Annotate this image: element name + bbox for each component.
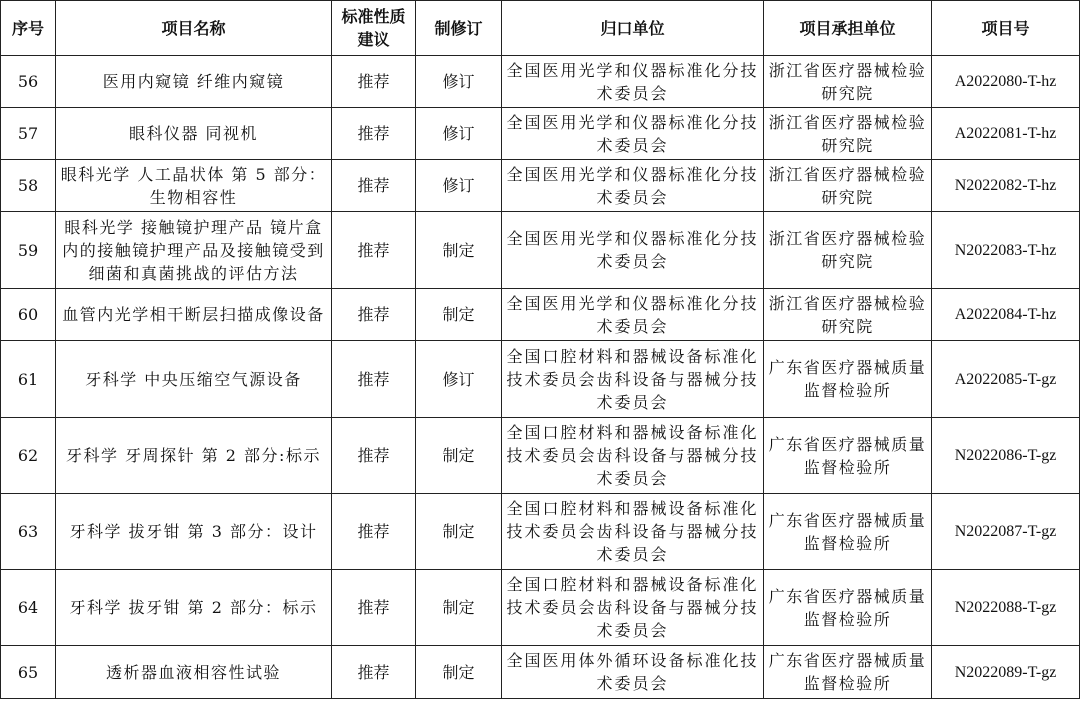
cell-seq: 56 (1, 56, 56, 108)
cell-seq: 63 (1, 494, 56, 570)
cell-dept: 全国医用光学和仪器标准化分技术委员会 (502, 212, 764, 289)
cell-dept: 全国医用光学和仪器标准化分技术委员会 (502, 289, 764, 341)
cell-name: 血管内光学相干断层扫描成像设备 (56, 289, 332, 341)
cell-seq: 65 (1, 646, 56, 699)
cell-name: 透析器血液相容性试验 (56, 646, 332, 699)
table-row (1, 212, 1080, 289)
table-body (1, 56, 1080, 699)
cell-code: N2022087-T-gz (932, 494, 1080, 570)
cell-dept: 全国口腔材料和器械设备标准化技术委员会齿科设备与器械分技术委员会 (502, 341, 764, 418)
cell-unit: 广东省医疗器械质量监督检验所 (764, 418, 932, 494)
cell-seq: 61 (1, 341, 56, 418)
cell-name: 牙科学 拔牙钳 第 3 部分：设计 (56, 494, 332, 570)
header-action: 制修订 (416, 1, 502, 56)
header-seq: 序号 (1, 1, 56, 56)
cell-type: 推荐 (332, 108, 416, 160)
cell-unit: 浙江省医疗器械检验研究院 (764, 289, 932, 341)
cell-seq: 59 (1, 212, 56, 289)
table-row (1, 289, 1080, 341)
header-type: 标准性质建议 (332, 1, 416, 56)
cell-dept: 全国医用光学和仪器标准化分技术委员会 (502, 160, 764, 212)
cell-action: 制定 (416, 418, 502, 494)
header-name: 项目名称 (56, 1, 332, 56)
cell-type: 推荐 (332, 570, 416, 646)
cell-type: 推荐 (332, 289, 416, 341)
cell-name: 牙科学 拔牙钳 第 2 部分：标示 (56, 570, 332, 646)
header-row (1, 1, 1080, 56)
cell-code: N2022089-T-gz (932, 646, 1080, 699)
table-row (1, 494, 1080, 570)
cell-type: 推荐 (332, 646, 416, 699)
cell-unit: 广东省医疗器械质量监督检验所 (764, 570, 932, 646)
cell-dept: 全国口腔材料和器械设备标准化技术委员会齿科设备与器械分技术委员会 (502, 418, 764, 494)
cell-type: 推荐 (332, 494, 416, 570)
cell-action: 修订 (416, 160, 502, 212)
cell-type: 推荐 (332, 212, 416, 289)
cell-action: 修订 (416, 108, 502, 160)
cell-code: N2022088-T-gz (932, 570, 1080, 646)
cell-action: 制定 (416, 289, 502, 341)
cell-action: 制定 (416, 494, 502, 570)
cell-name: 医用内窥镜 纤维内窥镜 (56, 56, 332, 108)
cell-unit: 浙江省医疗器械检验研究院 (764, 56, 932, 108)
table-row (1, 418, 1080, 494)
cell-seq: 60 (1, 289, 56, 341)
cell-name: 牙科学 中央压缩空气源设备 (56, 341, 332, 418)
cell-type: 推荐 (332, 341, 416, 418)
cell-name: 眼科光学 人工晶状体 第 5 部分：生物相容性 (56, 160, 332, 212)
cell-code: N2022083-T-hz (932, 212, 1080, 289)
cell-unit: 浙江省医疗器械检验研究院 (764, 212, 932, 289)
cell-seq: 58 (1, 160, 56, 212)
cell-unit: 浙江省医疗器械检验研究院 (764, 108, 932, 160)
table-row (1, 341, 1080, 418)
cell-action: 修订 (416, 56, 502, 108)
cell-action: 制定 (416, 212, 502, 289)
cell-dept: 全国医用光学和仪器标准化分技术委员会 (502, 56, 764, 108)
cell-type: 推荐 (332, 160, 416, 212)
cell-type: 推荐 (332, 418, 416, 494)
cell-action: 制定 (416, 646, 502, 699)
table-row (1, 646, 1080, 699)
cell-code: A2022081-T-hz (932, 108, 1080, 160)
table-row (1, 570, 1080, 646)
cell-seq: 64 (1, 570, 56, 646)
cell-action: 修订 (416, 341, 502, 418)
cell-name: 眼科仪器 同视机 (56, 108, 332, 160)
table-row (1, 160, 1080, 212)
table-row (1, 56, 1080, 108)
cell-code: A2022084-T-hz (932, 289, 1080, 341)
cell-code: N2022086-T-gz (932, 418, 1080, 494)
cell-seq: 57 (1, 108, 56, 160)
cell-dept: 全国口腔材料和器械设备标准化技术委员会齿科设备与器械分技术委员会 (502, 494, 764, 570)
header-unit: 项目承担单位 (764, 1, 932, 56)
cell-seq: 62 (1, 418, 56, 494)
cell-type: 推荐 (332, 56, 416, 108)
cell-unit: 浙江省医疗器械检验研究院 (764, 160, 932, 212)
cell-unit: 广东省医疗器械质量监督检验所 (764, 494, 932, 570)
cell-code: A2022080-T-hz (932, 56, 1080, 108)
cell-name: 牙科学 牙周探针 第 2 部分:标示 (56, 418, 332, 494)
cell-action: 制定 (416, 570, 502, 646)
header-code: 项目号 (932, 1, 1080, 56)
cell-dept: 全国医用光学和仪器标准化分技术委员会 (502, 108, 764, 160)
cell-unit: 广东省医疗器械质量监督检验所 (764, 341, 932, 418)
cell-code: A2022085-T-gz (932, 341, 1080, 418)
cell-dept: 全国医用体外循环设备标准化技术委员会 (502, 646, 764, 699)
header-dept: 归口单位 (502, 1, 764, 56)
cell-name: 眼科光学 接触镜护理产品 镜片盒内的接触镜护理产品及接触镜受到细菌和真菌挑战的评估方法 (56, 212, 332, 289)
table-row (1, 108, 1080, 160)
cell-code: N2022082-T-hz (932, 160, 1080, 212)
cell-dept: 全国口腔材料和器械设备标准化技术委员会齿科设备与器械分技术委员会 (502, 570, 764, 646)
cell-unit: 广东省医疗器械质量监督检验所 (764, 646, 932, 699)
